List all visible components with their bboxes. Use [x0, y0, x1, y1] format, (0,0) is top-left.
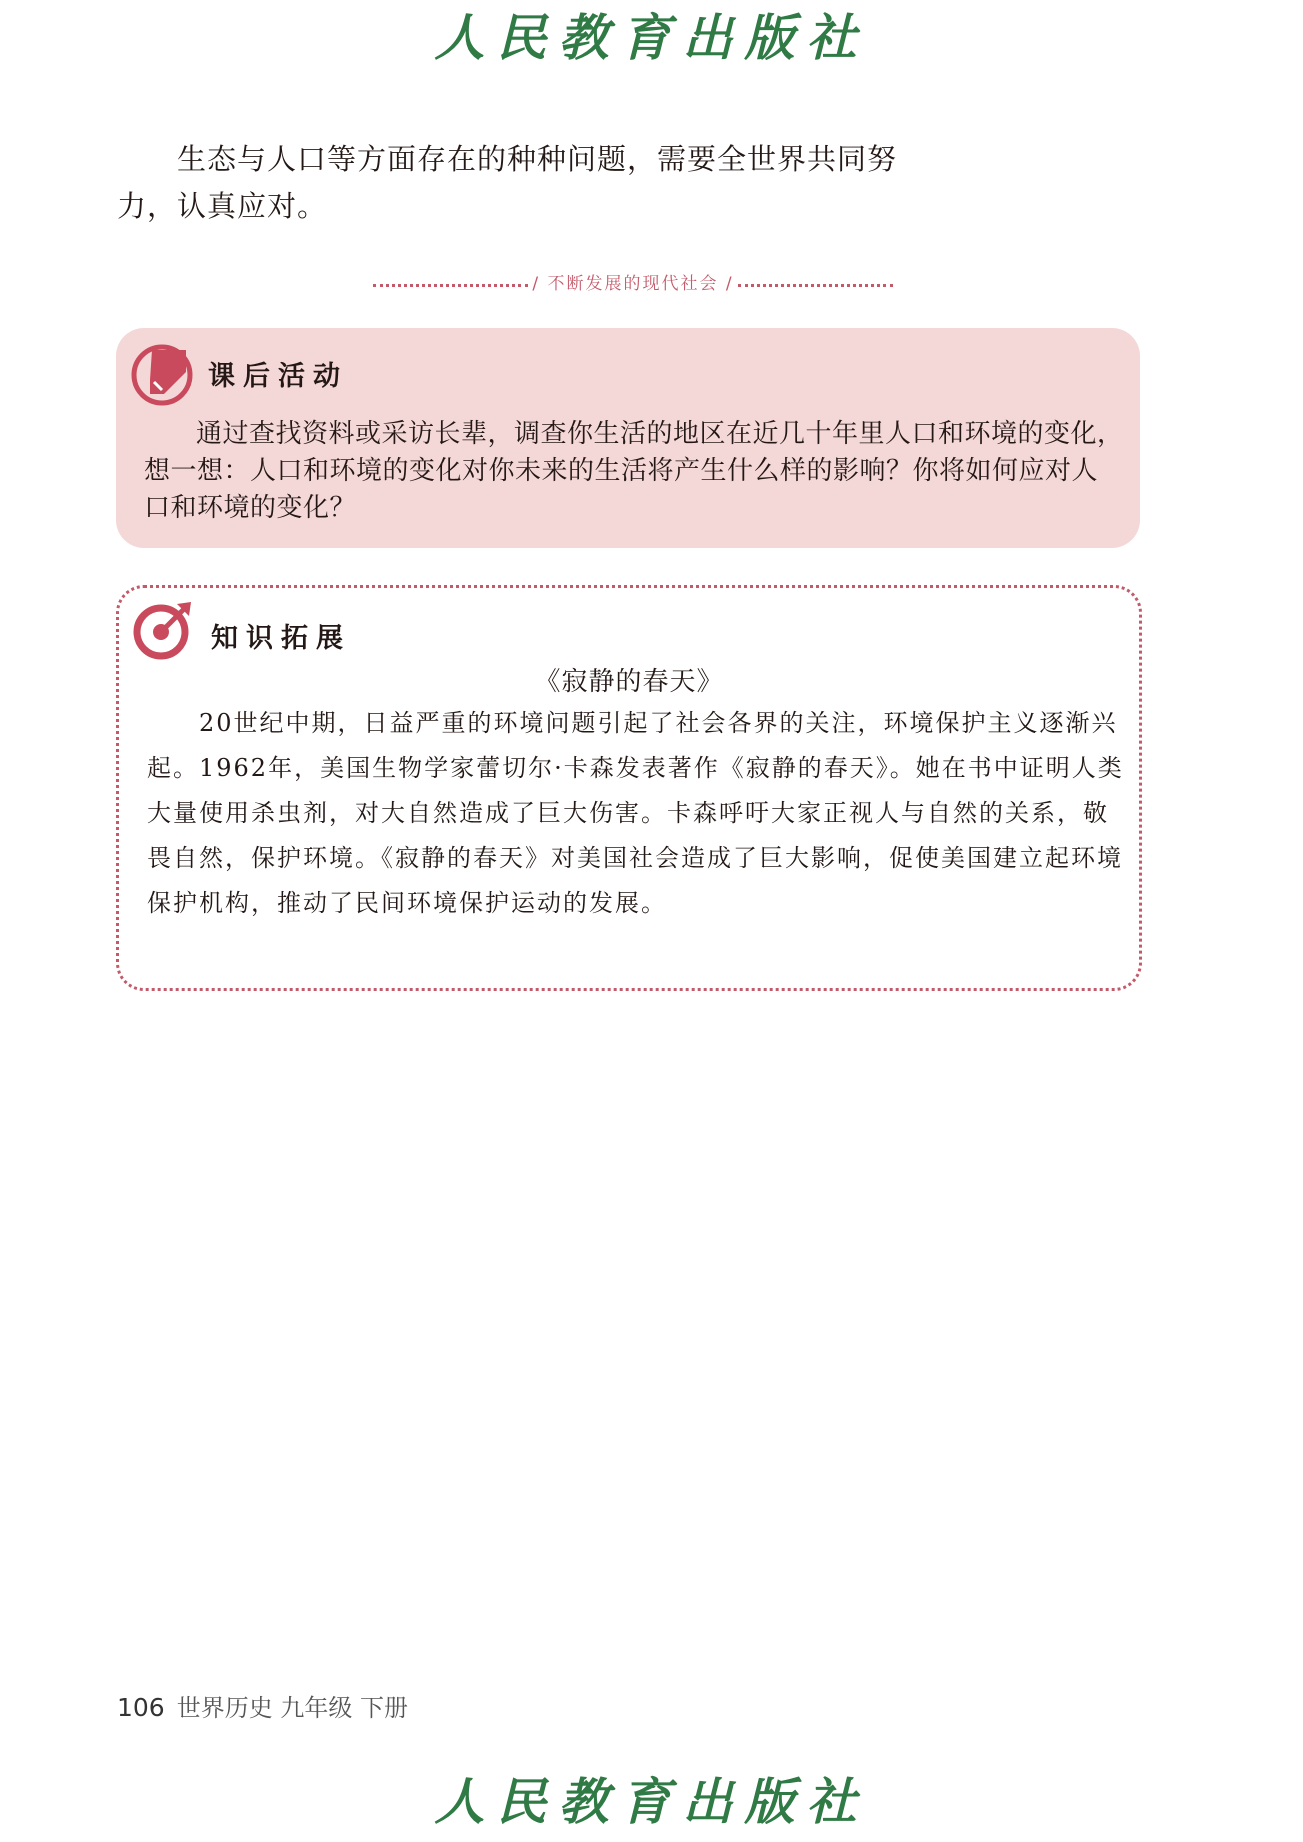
running-head-dots-right: [738, 284, 893, 287]
intro-text: 生态与人口等方面存在的种种问题，需要全世界共同努力，认真应对。: [117, 142, 898, 223]
extension-text: 20世纪中期，日益严重的环境问题引起了社会各界的关注，环境保护主义逐渐兴起。1962年，美国生物学家蕾切尔·卡森发表著作《寂静的春天》。她在书中证明人类大量使用杀虫剂，对大自然造成了巨大伤害。卡森呼吁大家正视人与自然的关系，敬畏自然，保护环境。《寂静的春天》对美国社会造成了巨大影响，促使美国建立起环境保护机构，推动了民间环境保护运动的发展。: [147, 709, 1124, 917]
running-head: [373, 266, 893, 296]
target-arrow-icon: [129, 596, 197, 664]
knowledge-extension-box: [116, 585, 1142, 991]
intro-paragraph: [117, 136, 907, 230]
publisher-logo-top: 人民教育出版社: [434, 8, 869, 67]
page-number: 106: [117, 1693, 165, 1722]
running-head-dots-left: [373, 284, 528, 287]
running-head-label: / 不断发展的现代社会 /: [532, 273, 734, 294]
activity-body: [144, 416, 1124, 527]
extension-heading: 《寂静的春天》: [534, 667, 724, 697]
extension-title: 知识拓展: [211, 623, 351, 654]
after-class-activity-box: [116, 328, 1140, 548]
publisher-logo-bottom: 人民教育出版社: [434, 1772, 869, 1831]
page-footer: [117, 1688, 408, 1723]
extension-body: [147, 701, 1127, 926]
activity-text: 通过查找资料或采访长辈，调查你生活的地区在近几十年里人口和环境的变化，想一想：人口和环境的变化对你未来的生活将产生什么样的影响？你将如何应对人口和环境的变化？: [144, 419, 1124, 523]
book-title: 世界历史 九年级 下册: [176, 1694, 408, 1722]
pencil-badge-icon: [130, 342, 194, 406]
activity-title: 课后活动: [208, 361, 348, 392]
